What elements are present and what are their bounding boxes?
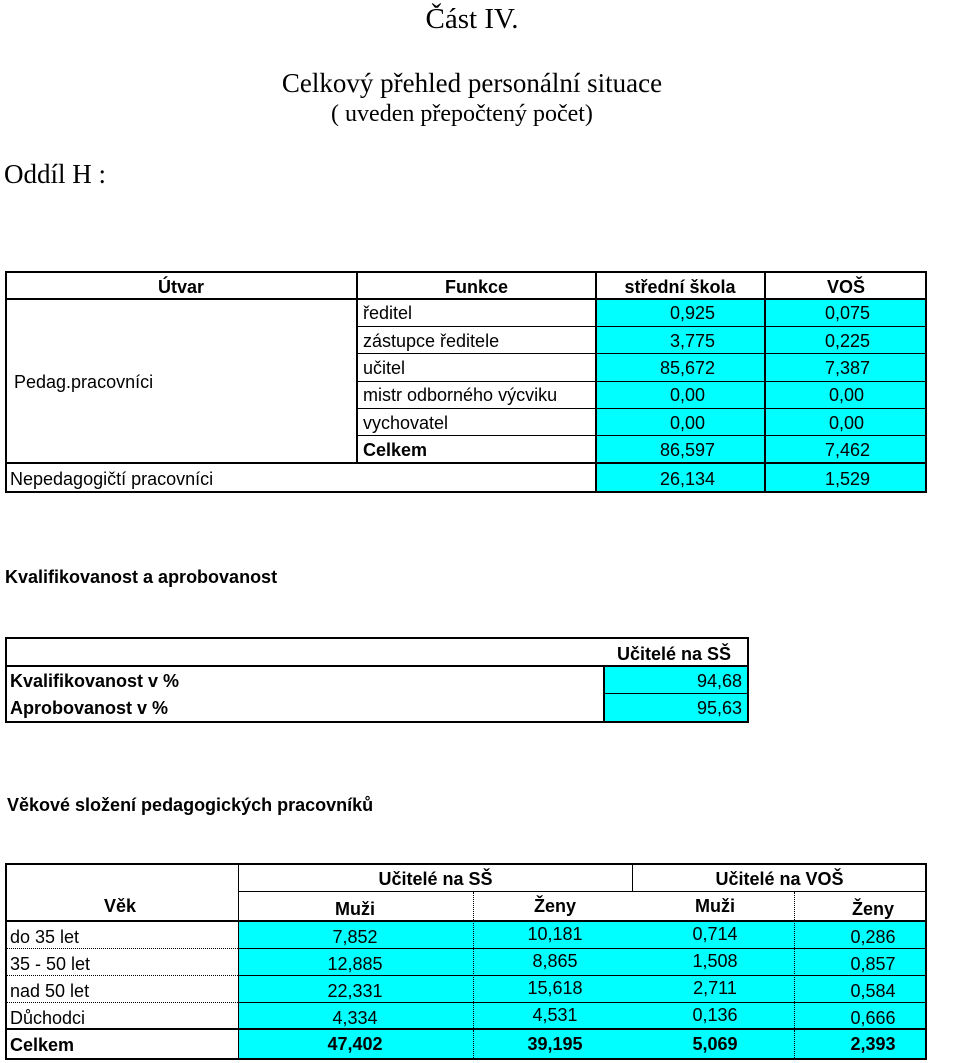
age-cell: 0,714 — [692, 924, 738, 944]
row-vos: 0,00 — [828, 413, 864, 433]
row-func: mistr odborného výcviku — [363, 385, 558, 405]
header-unit: Útvar — [157, 277, 205, 297]
age-row-label: Důchodci — [10, 1008, 86, 1028]
age-total-cell: 5,069 — [692, 1034, 738, 1054]
age-cell: 0,584 — [850, 981, 896, 1001]
row-vos: 7,462 — [824, 440, 870, 460]
age-cell: 4,531 — [532, 1005, 578, 1025]
age-col-vos-women: Ženy — [851, 899, 894, 919]
age-total-cell: 47,402 — [327, 1034, 383, 1054]
nonped-vos: 1,529 — [824, 469, 870, 489]
age-cell: 10,181 — [527, 924, 583, 944]
age-col-ss-men: Muži — [335, 899, 375, 919]
row-ss: 86,597 — [659, 440, 715, 460]
age-cell: 8,865 — [532, 951, 578, 971]
age-cell: 2,711 — [693, 978, 737, 998]
header-vos: VOŠ — [826, 277, 865, 297]
main-title: Celkový přehled personální situace — [281, 68, 663, 98]
row-ss: 3,775 — [669, 331, 715, 351]
row-func: učitel — [363, 358, 406, 378]
age-col-vos-men: Muži — [695, 896, 735, 916]
row-func: ředitel — [363, 303, 413, 323]
age-cell: 4,334 — [332, 1008, 378, 1028]
age-total-label: Celkem — [10, 1035, 75, 1055]
qual-row-value: 94,68 — [696, 671, 742, 691]
row-vos: 0,225 — [824, 331, 870, 351]
section-label: Oddíl H : — [4, 159, 107, 189]
age-cell: 0,666 — [850, 1008, 896, 1028]
age-col-ss-women: Ženy — [533, 896, 576, 916]
subtitle: ( uveden přepočtený počet) — [331, 101, 593, 127]
age-cell: 15,618 — [527, 978, 583, 998]
age-total-cell: 39,195 — [527, 1034, 583, 1054]
age-cell: 7,852 — [332, 927, 378, 947]
age-cell: 0,857 — [850, 954, 896, 974]
part-title: Část IV. — [425, 3, 519, 35]
qual-row-label: Aprobovanost v % — [10, 698, 169, 718]
nonped-label: Nepedagogičtí pracovníci — [10, 469, 214, 489]
row-func: zástupce ředitele — [363, 331, 500, 351]
row-ss: 0,00 — [669, 413, 705, 433]
age-row-label: 35 - 50 let — [10, 954, 91, 974]
qual-row-label: Kvalifikovanost v % — [10, 671, 180, 691]
row-ss: 85,672 — [659, 358, 715, 378]
header-ss: střední škola — [624, 277, 736, 297]
age-row-label: nad 50 let — [10, 981, 90, 1001]
row-func: vychovatel — [363, 413, 449, 433]
header-function: Funkce — [444, 277, 509, 297]
row-ss: 0,925 — [669, 303, 715, 323]
qual-row-value: 95,63 — [696, 698, 742, 718]
age-col-label: Věk — [104, 896, 137, 916]
age-cell: 0,136 — [692, 1005, 738, 1025]
age-group-ss: Učitelé na SŠ — [378, 869, 493, 889]
age-cell: 22,331 — [327, 981, 383, 1001]
age-total-cell: 2,393 — [850, 1034, 896, 1054]
group-label-pedag: Pedag.pracovníci — [14, 372, 154, 392]
age-group-vos: Učitelé na VOŠ — [715, 869, 844, 889]
row-ss: 0,00 — [669, 385, 705, 405]
age-cell: 1,508 — [692, 951, 738, 971]
age-cell: 12,885 — [327, 954, 383, 974]
qual-title: Kvalifikovanost a aprobovanost — [5, 567, 278, 587]
age-title: Věkové složení pedagogických pracovníků — [7, 795, 374, 815]
qual-header: Učitelé na SŠ — [616, 644, 731, 664]
age-cell: 0,286 — [850, 927, 896, 947]
row-vos: 0,075 — [824, 303, 870, 323]
row-func-total: Celkem — [363, 440, 428, 460]
row-vos: 7,387 — [824, 358, 870, 378]
nonped-ss: 26,134 — [659, 469, 715, 489]
row-vos: 0,00 — [828, 385, 864, 405]
age-row-label: do 35 let — [10, 927, 80, 947]
